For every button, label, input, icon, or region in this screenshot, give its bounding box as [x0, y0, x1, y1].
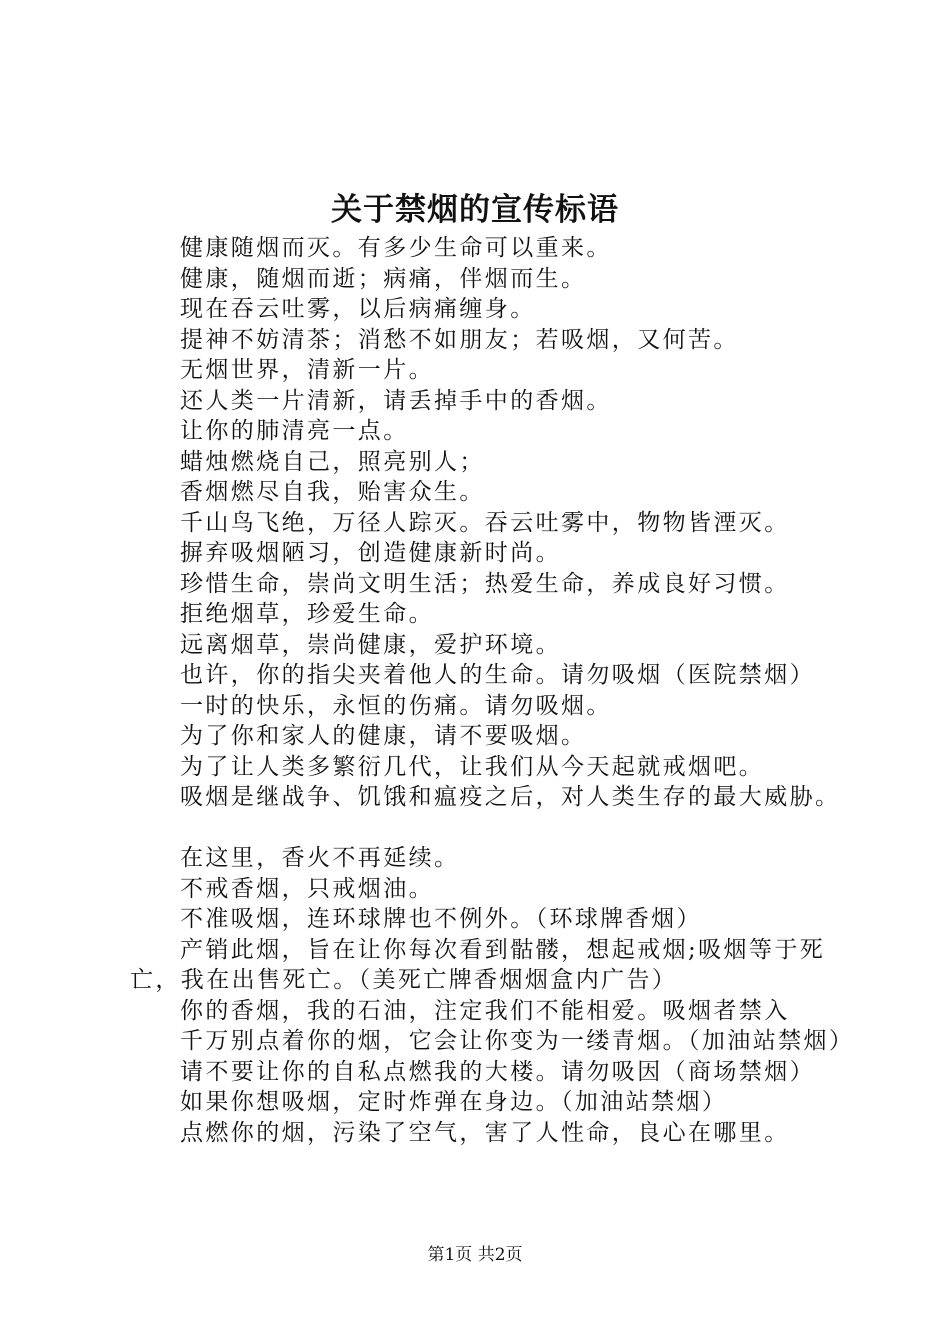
document-title: 关于禁烟的宣传标语	[331, 192, 619, 228]
slogan-line: 你的香烟，我的石油，注定我们不能相爱。吸烟者禁入	[180, 997, 790, 1024]
slogan-line: 也许，你的指尖夹着他人的生命。请勿吸烟（医院禁烟）	[180, 662, 815, 688]
slogan-line: 不准吸烟，连环球牌也不例外。（环球牌香烟）	[180, 906, 702, 932]
slogan-line: 蜡烛燃烧自己，照亮别人；	[180, 448, 485, 475]
slogan-line: 点燃你的烟，污染了空气，害了人性命，良心在哪里。	[180, 1119, 790, 1146]
slogan-line: 在这里，香火不再延续。	[180, 845, 460, 871]
slogan-line: 不戒香烟，只戒烟油。	[180, 875, 434, 902]
slogan-line: 健康，随烟而逝；病痛，伴烟而生。	[180, 265, 587, 292]
blank-line	[130, 813, 850, 844]
slogan-line: 为了让人类多繁衍几代，让我们从今天起就戒烟吧。	[180, 753, 765, 780]
slogan-line: 健康随烟而灭。有多少生命可以重来。	[180, 235, 612, 261]
slogan-line: 珍惜生命，崇尚文明生活；热爱生命，养成良好习惯。	[180, 570, 790, 597]
slogan-line: 一时的快乐，永恒的伤痛。请勿吸烟。	[180, 692, 612, 719]
slogan-line: 摒弃吸烟陋习，创造健康新时尚。	[180, 540, 561, 566]
slogan-line: 为了你和家人的健康，请不要吸烟。	[180, 723, 587, 749]
slogan-line: 香烟燃尽自我，贻害众生。	[180, 479, 485, 505]
slogan-line: 请不要让你的自私点燃我的大楼。请勿吸因（商场禁烟）	[180, 1058, 815, 1085]
slogan-line: 拒绝烟草，珍爱生命。	[180, 601, 434, 627]
slogan-line: 让你的肺清亮一点。	[180, 418, 409, 444]
page-number: 第1页 共2页	[427, 1245, 523, 1265]
slogan-line: 现在吞云吐雾，以后病痛缠身。	[180, 296, 536, 322]
slogan-line: 如果你想吸烟，定时炸弹在身边。（加油站禁烟）	[180, 1089, 728, 1115]
slogan-line: 远离烟草，崇尚健康，爱护环境。	[180, 631, 561, 658]
slogan-line: 无烟世界，清新一片。	[180, 357, 434, 383]
slogan-line: 千万别点着你的烟，它会让你变为一缕青烟。（加油站禁烟）	[180, 1028, 855, 1054]
slogan-line: 提神不妨清茶；消愁不如朋友；若吸烟，又何苦。	[180, 326, 739, 353]
slogan-line: 产销此烟，旨在让你每次看到骷髅，想起戒烟;吸烟等于死亡，我在出售死亡。（美死亡牌香烟烟盒内广告）	[130, 936, 826, 993]
slogan-line: 还人类一片清新，请丢掉手中的香烟。	[180, 387, 612, 414]
slogan-list	[130, 233, 855, 1148]
slogan-line: 千山鸟飞绝，万径人踪灭。吞云吐雾中，物物皆湮灭。	[180, 509, 790, 536]
slogan-line: 吸烟是继战争、饥饿和瘟疫之后，对人类生存的最大威胁。	[180, 784, 841, 810]
